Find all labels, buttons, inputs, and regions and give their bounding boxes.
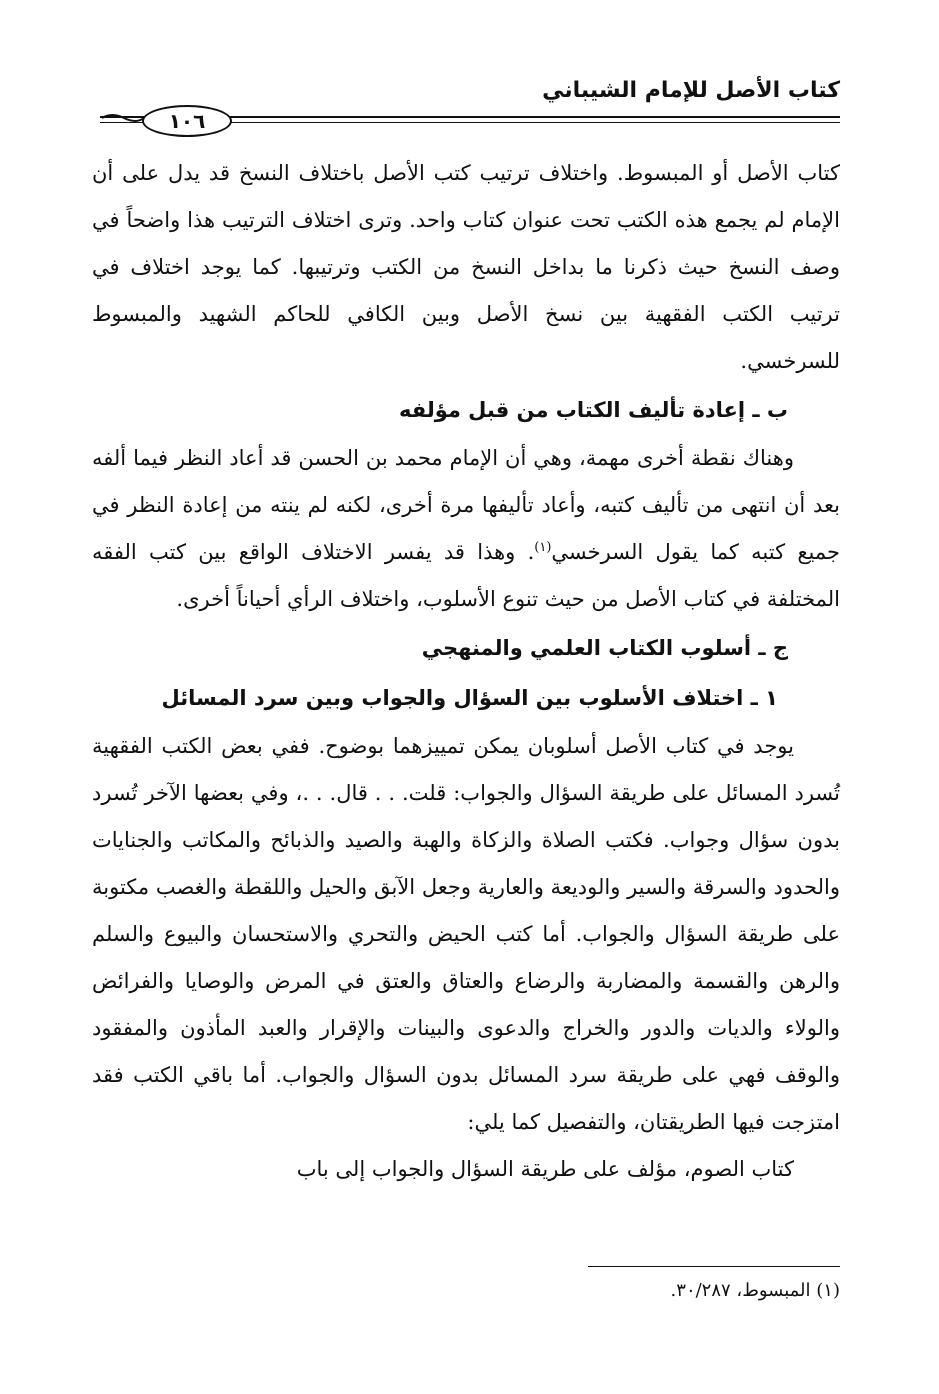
footnote-separator [588,1266,840,1267]
paragraph-reauthoring [92,435,840,623]
section-heading-c: ج ـ أسلوب الكتاب العلمي والمنهجي [421,636,788,660]
running-book-title: كتاب الأصل للإمام الشيباني [542,78,840,103]
ornament-icon [100,110,146,126]
subsection-heading-c1: ١ ـ اختلاف الأسلوب بين السؤال والجواب وبين سرد المسائل [161,686,778,710]
paragraph-text: وهناك نقطة أخرى مهمة، وهي أن الإمام محمد بن الحسن قد أعاد النظر فيما ألفه بعد أن انتهى من تأليف كتبه، وأعاد تأليفها مرة أخرى، لكنه لم ينته من إعادة النظر في جميع كتبه كما يقول السرخسي [92,446,840,564]
section-heading-b: ب ـ إعادة تأليف الكتاب من قبل مؤلفه [398,398,788,422]
page-header [80,70,840,133]
paragraph-fasting: كتاب الصوم، مؤلف على طريقة السؤال والجواب إلى باب [296,1157,794,1181]
page-body [92,150,840,1193]
page-number: ١٠٦ [142,105,232,137]
footnote: (١) المبسوط، ٣٠/٢٨٧. [670,1280,840,1301]
paragraph-intro: كتاب الأصل أو المبسوط. واختلاف ترتيب كتب الأصل باختلاف النسخ قد يدل على أن الإمام لم يجمع هذه الكتب تحت عنوان كتاب واحد. وترى اختلاف الترتيب هذا واضحاً في وصف النسخ حيث ذكرنا ما بداخل النسخ من الكتب وترتيبها. كما يوجد اختلاف في ترتيب الكتب الفقهية بين نسخ الأصل وبين الكافي للحاكم الشهيد والمبسوط للسرخسي. [92,161,841,373]
paragraph-styles: يوجد في كتاب الأصل أسلوبان يمكن تمييزهما بوضوح. ففي بعض الكتب الفقهية تُسرد المسائل على طريقة السؤال والجواب: قلت. . . قال. . .، وفي بعضها الآخر تُسرد بدون سؤال وجواب. فكتب الصلاة والزكاة والهبة والصيد والذبائح والمكاتب والجنايات والحدود والسرقة والسير والوديعة والعارية وجعل الآبق والحيل واللقطة والغصب مكتوبة على طريقة السؤال والجواب. أما كتب الحيض والتحري والاستحسان والبيوع والسلم والرهن والقسمة والمضاربة والرضاع والعتاق والعتق في المرض والوصايا والفرائض والولاء والديات والدور والخراج والدعوى والبينات والإقرار والعبد المأذون والمفقود والوقف فهي على طريقة سرد المسائل بدون السؤال والجواب. أما باقي الكتب فقد امتزجت فيها الطريقتان، والتفصيل كما يلي: [92,734,840,1134]
paragraph-text-continued: . وهذا قد يفسر الاختلاف الواقع بين كتب الفقه المختلفة في كتاب الأصل من حيث تنوع الأسلوب، واختلاف الرأي أحياناً أخرى. [92,540,840,611]
footnote-reference: (١) [534,540,552,555]
